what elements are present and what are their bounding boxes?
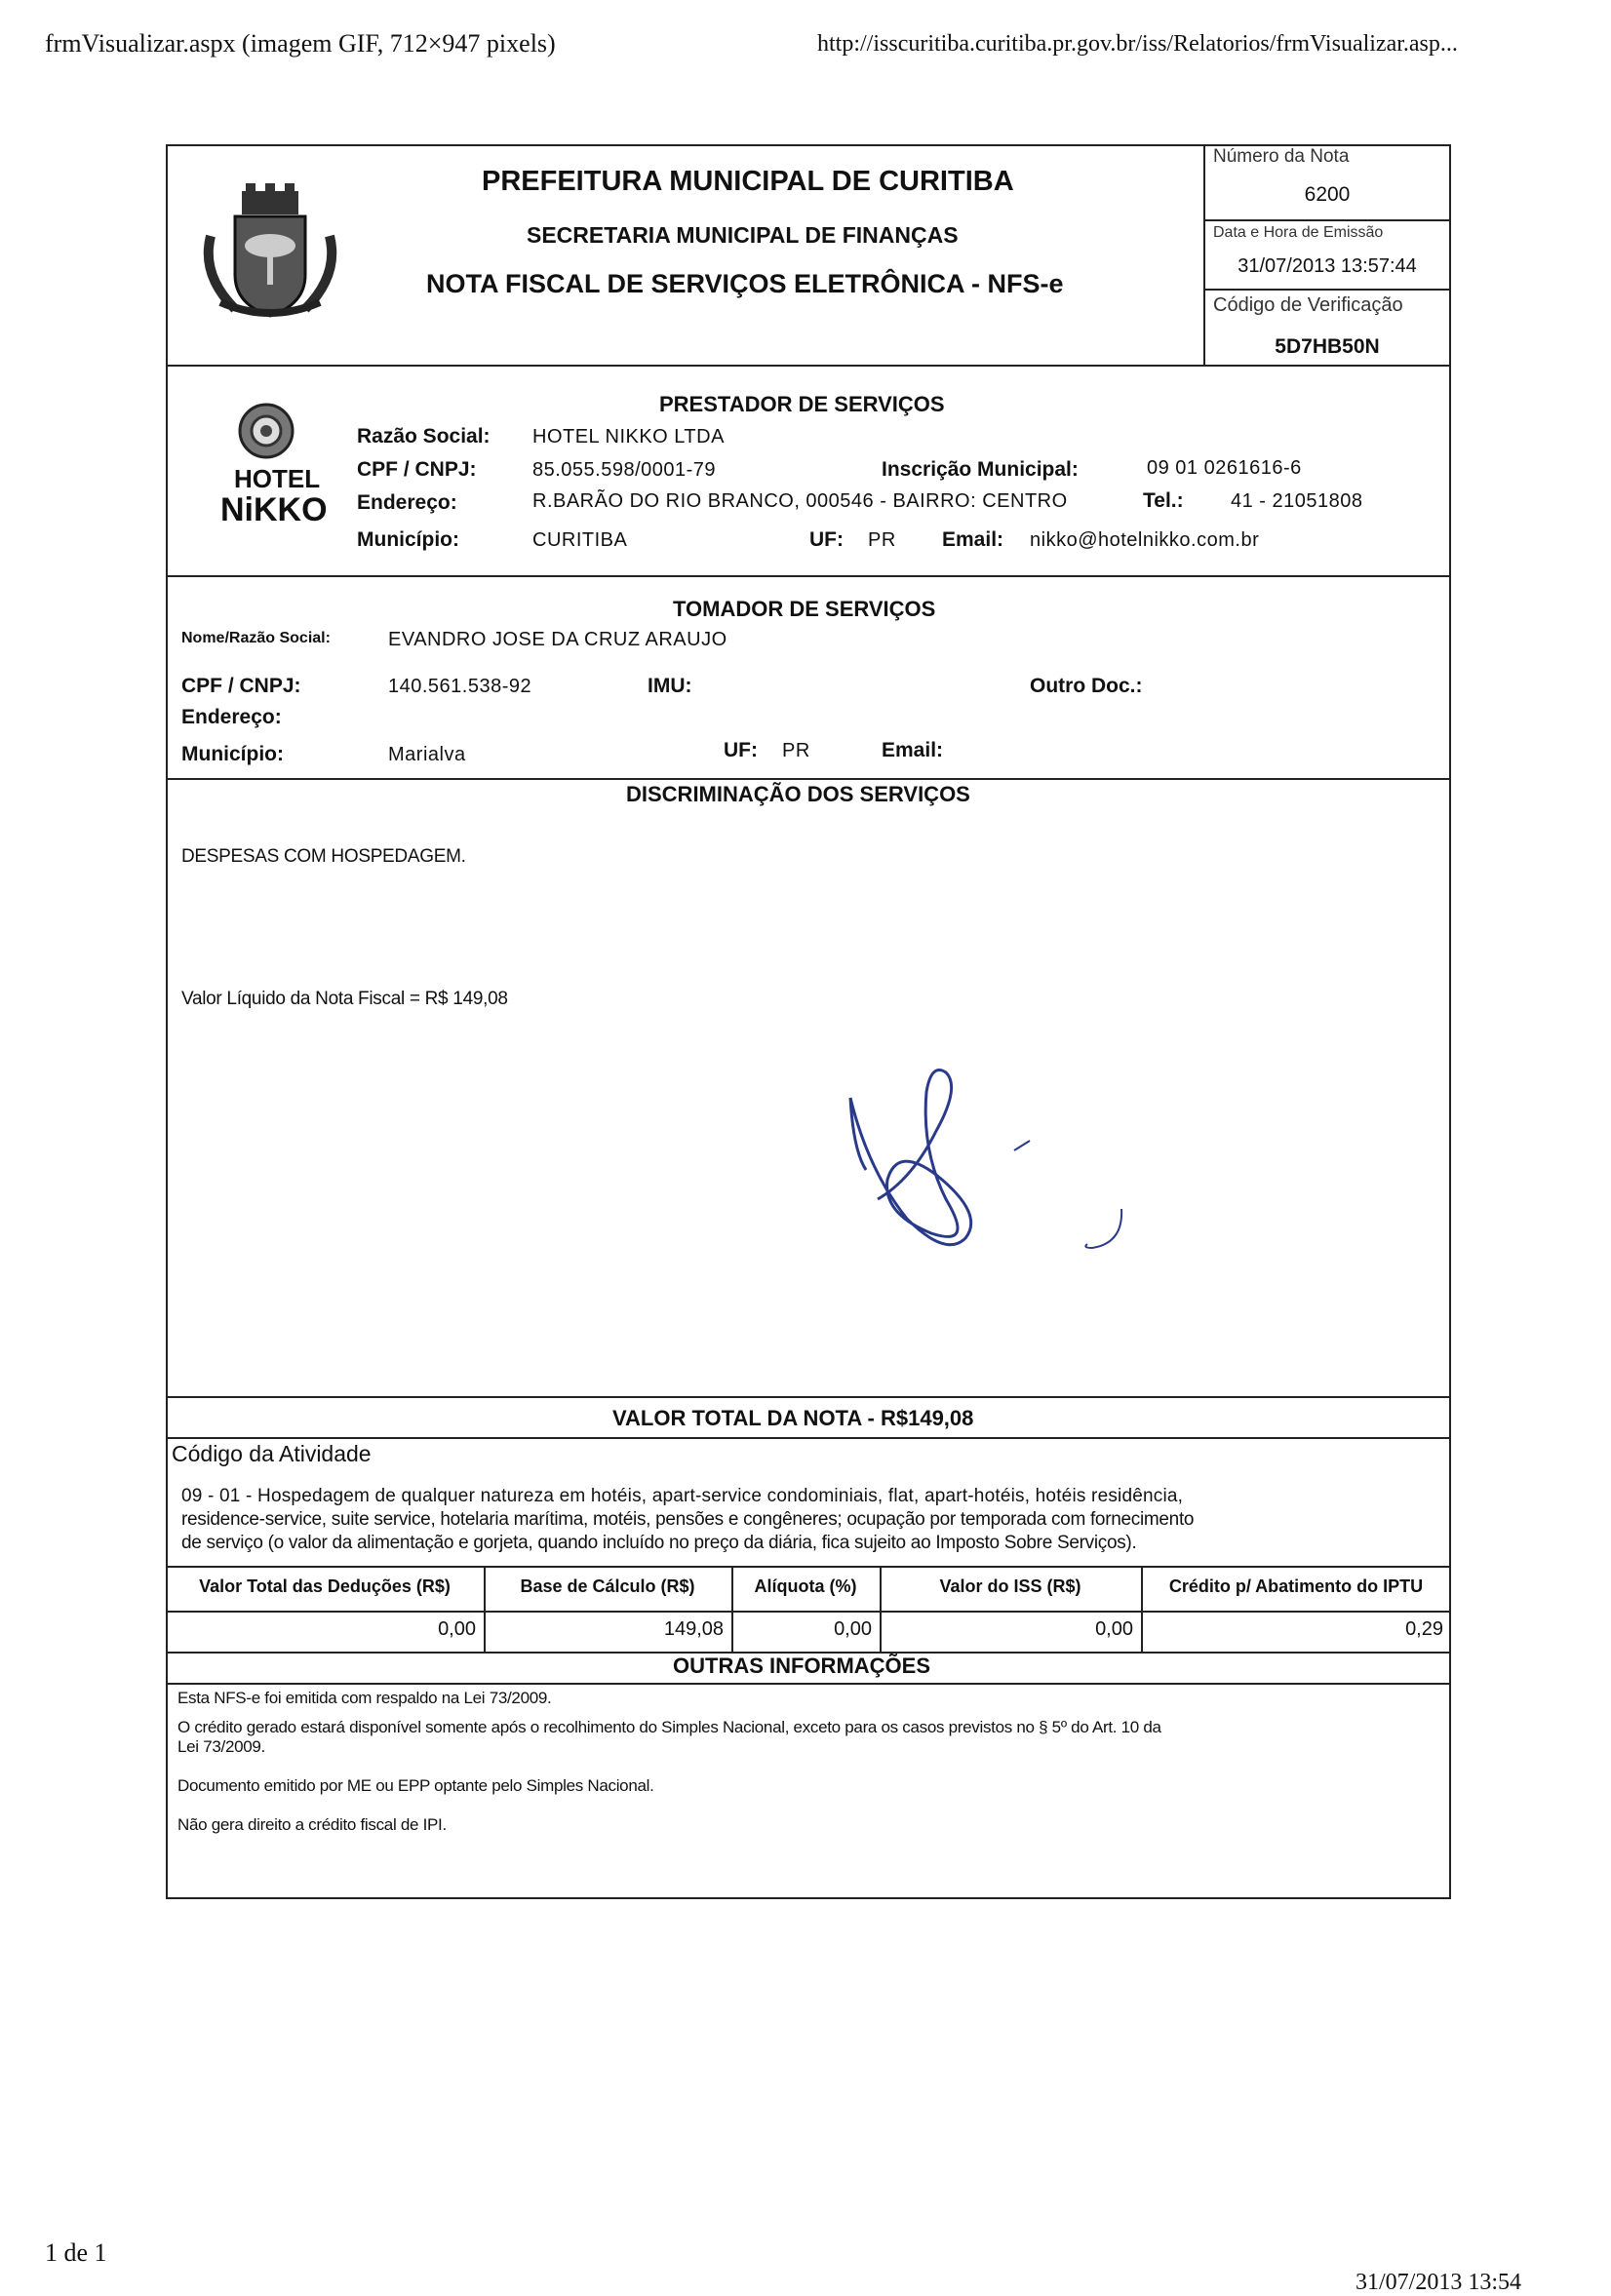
print-header-url: http://isscuritiba.curitiba.pr.gov.br/iss/Relatorios/frmVisualizar.asp... bbox=[817, 31, 1458, 57]
other-info-section-title: OUTRAS INFORMAÇÕES bbox=[673, 1654, 930, 1678]
th-deductions: Valor Total das Deduções (R$) bbox=[199, 1576, 451, 1596]
provider-phone: 41 - 21051808 bbox=[1231, 490, 1363, 512]
provider-state-label: UF: bbox=[809, 528, 844, 551]
provider-city: CURITIBA bbox=[532, 529, 628, 551]
customer-cpf-label: CPF / CNPJ: bbox=[181, 675, 301, 697]
provider-cnpj-label: CPF / CNPJ: bbox=[357, 458, 477, 481]
customer-state-label: UF: bbox=[724, 739, 758, 761]
other-info-line-1: Esta NFS-e foi emitida com respaldo na Lei 73/2009. bbox=[177, 1689, 552, 1707]
issue-datetime-label: Data e Hora de Emissão bbox=[1213, 224, 1384, 241]
municipal-registration: 09 01 0261616-6 bbox=[1147, 457, 1302, 479]
provider-cnpj: 85.055.598/0001-79 bbox=[532, 459, 717, 481]
logo-text-hotel: HOTEL bbox=[234, 464, 321, 493]
invoice-number-label: Número da Nota bbox=[1213, 146, 1350, 167]
th-tax-base: Base de Cálculo (R$) bbox=[520, 1576, 695, 1596]
verification-code: 5D7HB50N bbox=[1275, 335, 1380, 358]
activity-code-label: Código da Atividade bbox=[172, 1441, 372, 1466]
print-footer-page: 1 de 1 bbox=[45, 2238, 107, 2267]
customer-city: Marialva bbox=[388, 744, 466, 765]
other-info-line-2b: Lei 73/2009. bbox=[177, 1737, 265, 1756]
customer-city-label: Município: bbox=[181, 743, 284, 765]
other-info-line-3: Documento emitido por ME ou EPP optante pelo Simples Nacional. bbox=[177, 1776, 654, 1795]
customer-name: EVANDRO JOSE DA CRUZ ARAUJO bbox=[388, 629, 727, 650]
invoice-number: 6200 bbox=[1304, 183, 1351, 206]
th-iss-value: Valor do ISS (R$) bbox=[939, 1576, 1081, 1596]
provider-email: nikko@hotelnikko.com.br bbox=[1030, 529, 1260, 551]
service-description: DESPESAS COM HOSPEDAGEM. bbox=[181, 846, 466, 867]
provider-section-title: PRESTADOR DE SERVIÇOS bbox=[659, 392, 945, 416]
provider-name-label: Razão Social: bbox=[357, 425, 491, 448]
total-value: VALOR TOTAL DA NOTA - R$149,08 bbox=[612, 1406, 974, 1430]
org-name: PREFEITURA MUNICIPAL DE CURITIBA bbox=[482, 166, 1014, 197]
verification-code-label: Código de Verificação bbox=[1213, 294, 1403, 316]
customer-state: PR bbox=[782, 740, 810, 761]
other-info-line-2a: O crédito gerado estará disponível somente após o recolhimento do Simples Nacional, exceto para os casos previstos no § 5º do Art. 10 da bbox=[177, 1718, 1161, 1736]
customer-address-label: Endereço: bbox=[181, 706, 282, 728]
customer-name-label: Nome/Razão Social: bbox=[181, 630, 331, 646]
services-section-title: DISCRIMINAÇÃO DOS SERVIÇOS bbox=[626, 782, 970, 806]
activity-line-2: residence-service, suite service, hotelaria marítima, motéis, pensões e congêneres; ocupação por temporada com fornecimento bbox=[181, 1509, 1195, 1530]
customer-section-title: TOMADOR DE SERVIÇOS bbox=[673, 597, 936, 621]
net-value: Valor Líquido da Nota Fiscal = R$ 149,08 bbox=[181, 989, 508, 1009]
activity-line-1: 09 - 01 - Hospedagem de qualquer natureza em hotéis, apart-service condominiais, flat, apart-hotéis, hotéis residência, bbox=[181, 1486, 1184, 1506]
provider-city-label: Município: bbox=[357, 528, 459, 551]
th-rate: Alíquota (%) bbox=[754, 1576, 857, 1596]
print-footer-datetime: 31/07/2013 13:54 bbox=[1356, 2270, 1522, 2295]
provider-email-label: Email: bbox=[942, 528, 1004, 551]
provider-name: HOTEL NIKKO LTDA bbox=[532, 426, 725, 448]
provider-state: PR bbox=[868, 529, 896, 551]
document-title: NOTA FISCAL DE SERVIÇOS ELETRÔNICA - NFS-e bbox=[426, 269, 1064, 298]
municipal-registration-label: Inscrição Municipal: bbox=[882, 458, 1079, 481]
td-deductions: 0,00 bbox=[438, 1618, 476, 1640]
other-info-line-4: Não gera direito a crédito fiscal de IPI. bbox=[177, 1815, 447, 1834]
department-name: SECRETARIA MUNICIPAL DE FINANÇAS bbox=[527, 222, 959, 248]
print-header-title: frmVisualizar.aspx (imagem GIF, 712×947 pixels) bbox=[45, 29, 556, 58]
handwritten-signature bbox=[839, 1053, 1151, 1267]
td-iptu-credit: 0,29 bbox=[1405, 1618, 1443, 1640]
customer-email-label: Email: bbox=[882, 739, 944, 761]
customer-other-doc-label: Outro Doc.: bbox=[1030, 675, 1143, 697]
hotel-nikko-logo bbox=[203, 402, 330, 548]
customer-cpf: 140.561.538-92 bbox=[388, 676, 532, 697]
activity-line-3: de serviço (o valor da alimentação e gorjeta, quando incluído no preço da diária, fica sujeito ao Imposto Sobre Serviços). bbox=[181, 1533, 1137, 1553]
issue-datetime: 31/07/2013 13:57:44 bbox=[1238, 255, 1417, 277]
provider-phone-label: Tel.: bbox=[1143, 489, 1184, 512]
th-iptu-credit: Crédito p/ Abatimento do IPTU bbox=[1168, 1576, 1424, 1596]
td-rate: 0,00 bbox=[834, 1618, 872, 1640]
logo-text-nikko: NiKKO bbox=[220, 491, 328, 528]
td-tax-base: 149,08 bbox=[663, 1618, 724, 1640]
provider-address: R.BARÃO DO RIO BRANCO, 000546 - BAIRRO: CENTRO bbox=[532, 490, 1068, 512]
td-iss-value: 0,00 bbox=[1095, 1618, 1133, 1640]
curitiba-coat-of-arms bbox=[191, 177, 349, 324]
customer-imu-label: IMU: bbox=[648, 675, 692, 697]
provider-address-label: Endereço: bbox=[357, 491, 457, 514]
